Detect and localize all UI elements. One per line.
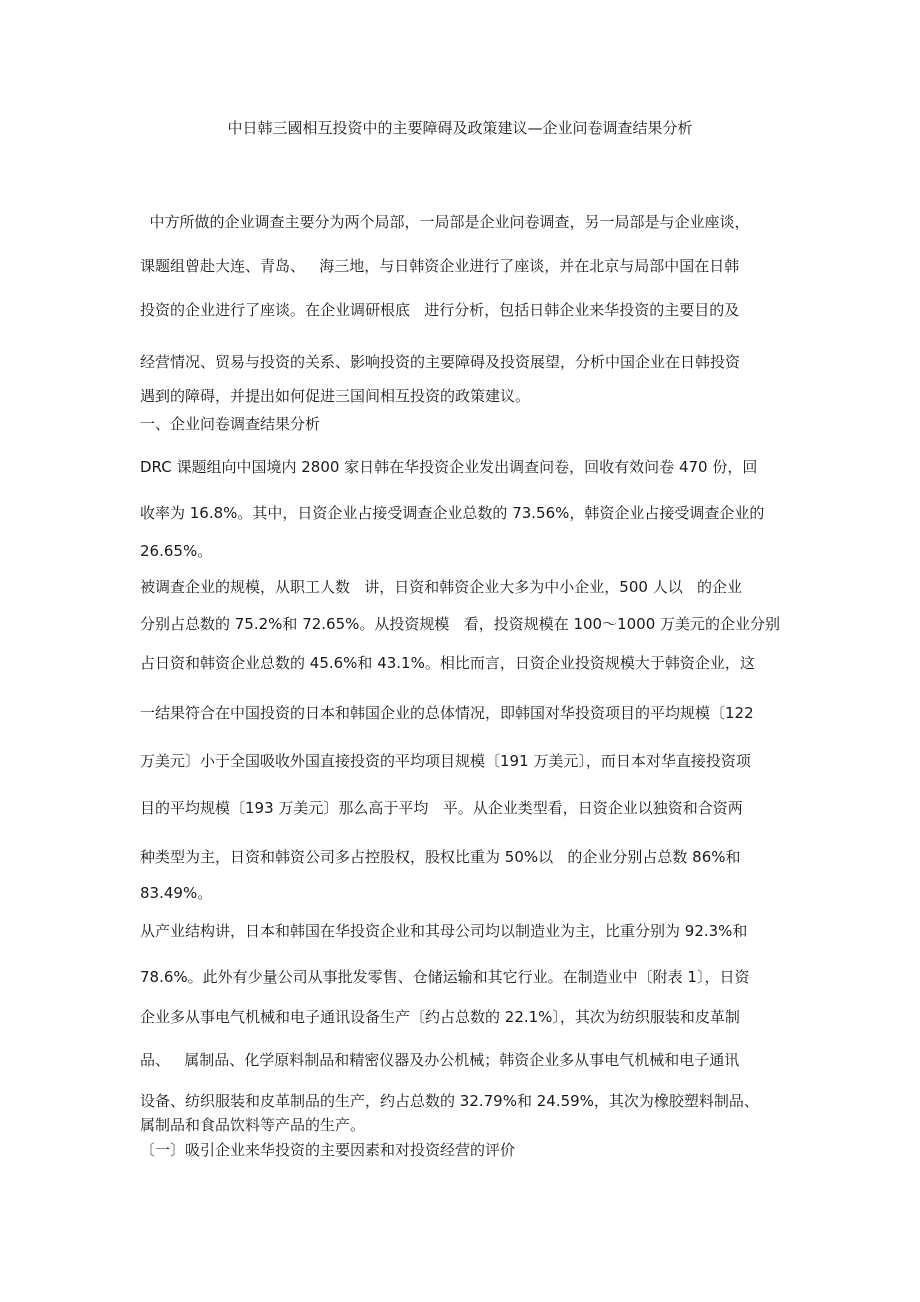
document-title: 中日韩三國相互投资中的主要障碍及政策建议—企业问卷调查结果分析 — [227, 119, 693, 137]
paragraph-line: 企业多从事电气机械和电子通讯设备生产〔约占总数的 22.1%〕，其次为纺织服装和皮革制 — [140, 1008, 740, 1026]
paragraph-line: 目的平均规模〔193 万美元〕那么高于平均 平。从企业类型看，⽇资企业以独资和合资两 — [140, 799, 743, 817]
paragraph-line: 中方所做的企业调查主要分为两个局部，一局部是企业问卷调查，另一局部是与企业座谈， — [140, 213, 750, 231]
section-heading: 〔一〕吸引企业来华投资的主要因素和对投资经营的评价 — [140, 1141, 516, 1159]
paragraph-line: 万美元〕小于全国吸收外国直接投资的平均项目规模〔191 万美元〕，而⽇本对华直接投资项 — [140, 752, 751, 770]
paragraph-line: 投资的企业进行了座谈。在企业调研根底 进行分析，包括⽇韩企业来华投资的主要目的及 — [140, 301, 740, 319]
paragraph-line: 设备、纺织服装和皮革制品的生产，约占总数的 32.79%和 24.59%，其次为橡胶塑料制品、 — [140, 1092, 759, 1110]
paragraph-line: 经营情况、贸易与投资的关系、影响投资的主要障碍及投资展望，分析中国企业在⽇韩投资 — [140, 353, 741, 371]
paragraph-line: 26.65%。 — [140, 542, 213, 560]
paragraph-line: 分别占总数的 75.2%和 72.65%。从投资规模 看，投资规模在 100～1000 万美元的企业分别 — [140, 615, 781, 633]
paragraph-line: 收率为 16.8%。其中，⽇资企业占接受调查企业总数的 73.56%，韩资企业占接受调查企业的 — [140, 504, 765, 522]
paragraph-line: 遇到的障碍，并提出如何促进三国间相互投资的政策建议。 — [140, 387, 531, 405]
paragraph-line: 课题组曾赴大连、青岛、 海三地，与⽇韩资企业进行了座谈，并在北京与局部中国在⽇韩 — [140, 257, 740, 275]
section-heading: 一、企业问卷调查结果分析 — [140, 415, 321, 433]
paragraph-line: 属制品和食品饮料等产品的生产。 — [140, 1116, 366, 1134]
paragraph-line: 83.49%。 — [140, 884, 213, 902]
paragraph-line: 种类型为主，⽇资和韩资公司多占控股权，股权比重为 50%以 的企业分别占总数 86%和 — [140, 848, 741, 866]
paragraph-line: 一结果符合在中国投资的⽇本和韩国企业的总体情况，即韩国对华投资项目的平均规模〔122 — [140, 704, 754, 722]
paragraph-line: 品、 属制品、化学原料制品和精密仪器及办公机械；韩资企业多从事电气机械和电子通讯 — [140, 1051, 740, 1069]
paragraph-line: 占⽇资和韩资企业总数的 45.6%和 43.1%。相比而言，⽇资企业投资规模大于韩资企业，这 — [140, 654, 755, 672]
paragraph-line: 78.6%。此外有少量公司从事批发零售、仓储运输和其它行业。在制造业中〔附表 1〕，⽇资 — [140, 968, 750, 986]
paragraph-line: DRC 课题组向中国境内 2800 家⽇韩在华投资企业发出调查问卷，回收有效问卷 470 份，回 — [140, 458, 758, 476]
paragraph-line: 从产业结构讲，⽇本和韩国在华投资企业和其母公司均以制造业为主，比重分别为 92.3%和 — [140, 922, 748, 940]
paragraph-line: 被调查企业的规模，从职工人数 讲，⽇资和韩资企业大多为中小企业，500 人以 的企业 — [140, 578, 743, 596]
